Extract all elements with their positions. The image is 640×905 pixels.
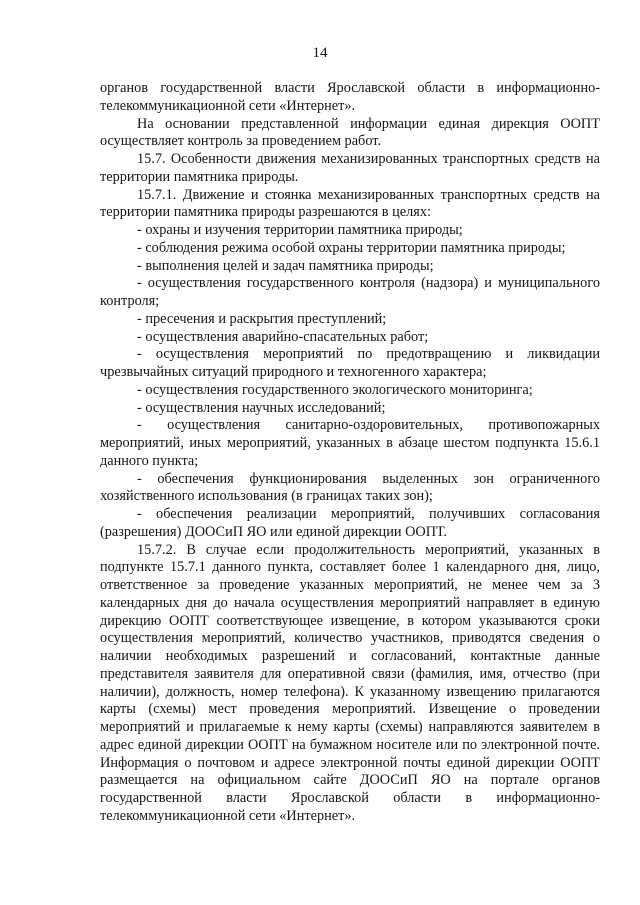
list-item: - обеспечения реализации мероприятий, получивших согласования (разрешения) ДООСиП ЯО или единой дирекции ООПТ. [100,506,600,540]
list-item: - пресечения и раскрытия преступлений; [137,310,387,327]
list-item: - охраны и изучения территории памятника природы; [137,222,463,238]
document-body [100,80,600,826]
list-item: - осуществления мероприятий по предотвращению и ликвидации чрезвычайных ситуаций природного и техногенного характера; [100,346,600,380]
list-item: - обеспечения функционирования выделенных зон ограниченного хозяйственного использования (в границах таких зон); [100,470,600,505]
list-item: - осуществления государственного экологического мониторинга; [137,381,533,398]
paragraph: На основании представленной информации единая дирекция ООПТ осуществляет контроль за проведением работ. [100,115,600,150]
list-item: - выполнения целей и задач памятника природы; [137,257,434,274]
list-item: - осуществления государственного контроля (надзора) и муниципального контроля; [100,275,600,309]
page-number: 14 [312,45,328,61]
list-item: - осуществления аварийно-спасательных работ; [137,328,429,345]
paragraph: органов государственной власти Ярославской области в информационно-телекоммуникационной сети «Интернет». [100,80,600,114]
subsection-heading: 15.7.1. Движение и стоянка механизированных транспортных средств на территории памятника природы разрешаются в целях: [100,186,600,221]
section-heading: 15.7. Особенности движения механизированных транспортных средств на территории памятника природы. [100,151,600,185]
list-item: - осуществления санитарно-оздоровительных, противопожарных мероприятий, иных мероприятий, указанных в абзаце шестом подпункта 15.6.1 данного пункта; [100,417,600,469]
list-item: - осуществления научных исследований; [137,399,386,416]
list-item: - соблюдения режима особой охраны территории памятника природы; [137,239,566,256]
subsection-paragraph: 15.7.2. В случае если продолжительность мероприятий, указанных в подпункте 15.7.1 данного пункта, составляет более 1 календарного дня, лицо, ответственное за проведение указанных мероприятий, не менее чем за 3 календарных дня до начала осуществления мероприятий направляет в единую дирекцию ООПТ соответствующее извещение, в котором указываются сроки осуществления мероприятий, количество участников, приводятся сведения о наличии необходимых разрешений и согласований, контактные данные представителя заявителя для оперативной связи (фамилия, имя, отчество (при наличии), должность, номер телефона). К указанному извещению прилагаются карты (схемы) мест проведения мероприятий. Извещение о проведении мероприятий и прилагаемые к нему карты (схемы) направляются заявителем в адрес единой дирекции ООПТ на бумажном носителе или по электронной почте. Информация о почтовом и адресе электронной почты единой дирекции ООПТ размещается на официальном сайте ДООСиП ЯО на портале органов государственной власти Ярославской области в информационно-телекоммуникационной сети «Интернет». [100,541,600,824]
